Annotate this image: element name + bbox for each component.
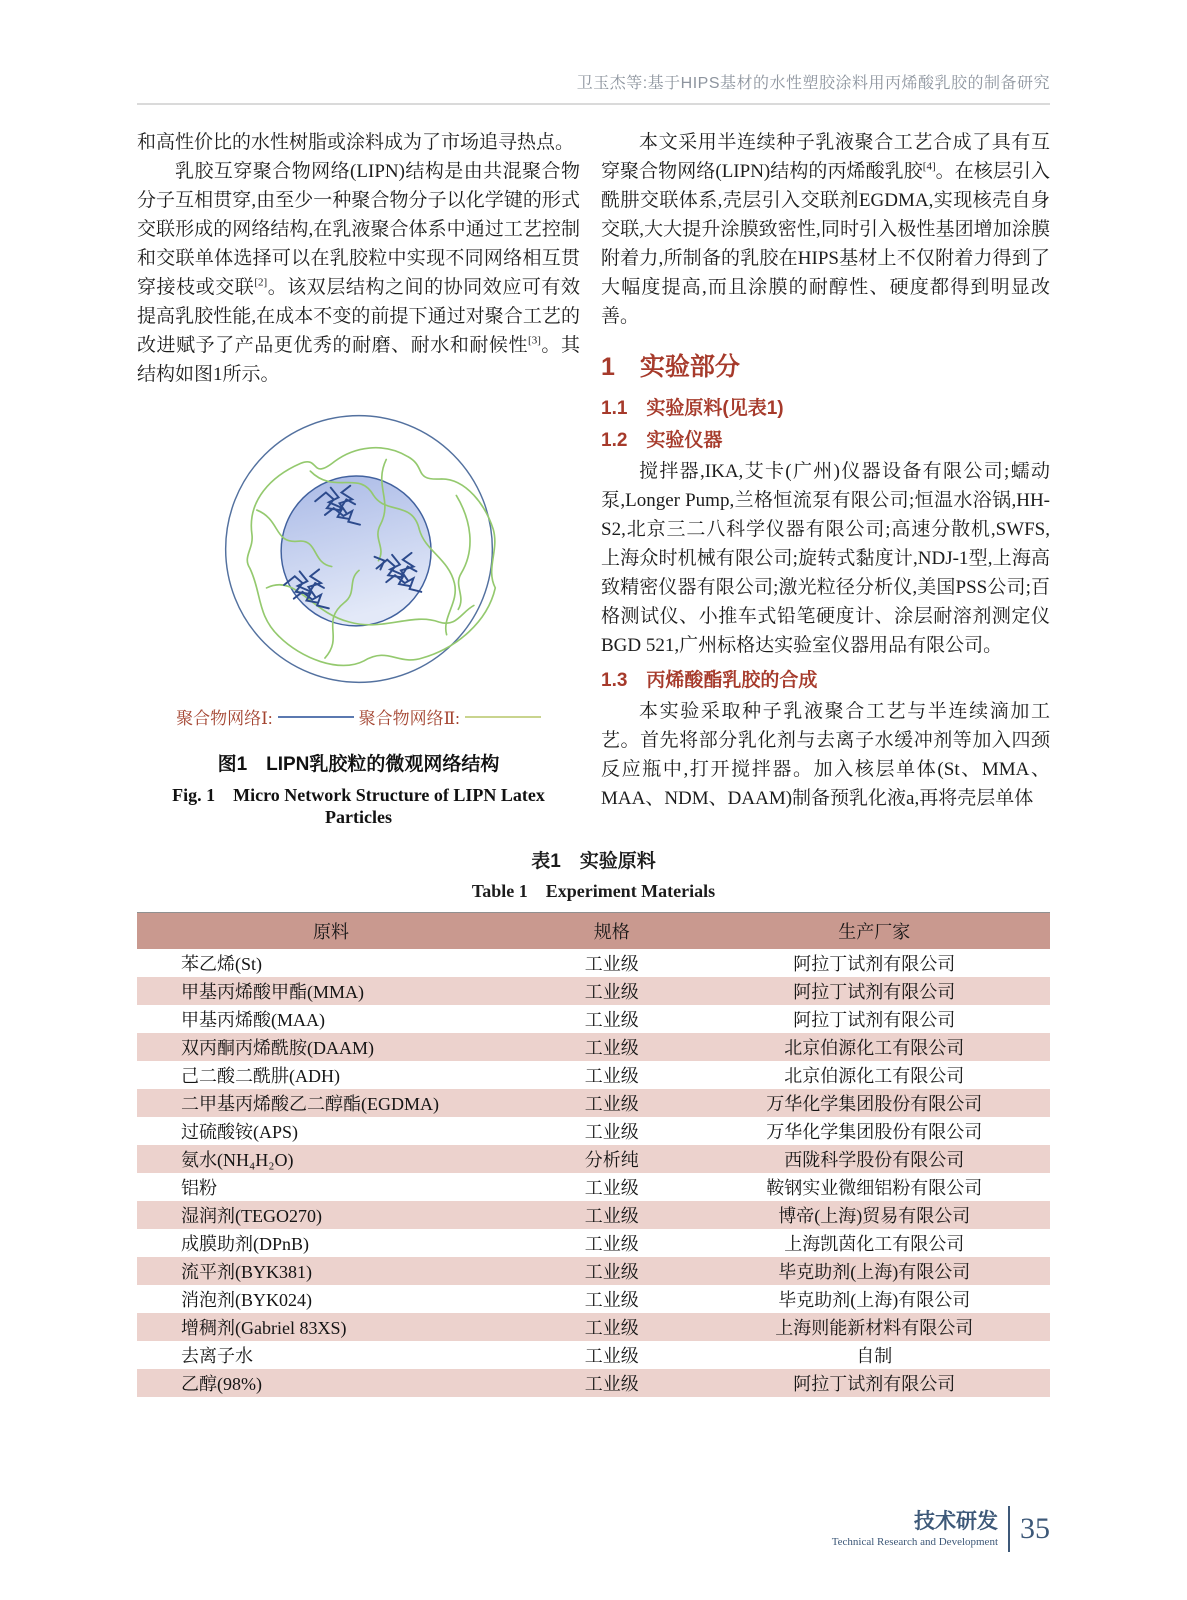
network1-line-swatch [278, 716, 354, 718]
materials-table-section [137, 846, 1050, 1397]
table-row [137, 1117, 1050, 1145]
table-row [137, 1145, 1050, 1173]
footer-section-cn: 技术研发 [914, 1509, 998, 1533]
figure-legend [137, 704, 580, 729]
table-cell: 工业级 [584, 1094, 639, 1114]
table-row [137, 977, 1050, 1005]
table-cell: 上海则能新材料有限公司 [775, 1318, 974, 1338]
table-cell: 工业级 [584, 1206, 639, 1226]
table-cell: 上海凯茵化工有限公司 [784, 1234, 965, 1254]
table-cell: 甲基丙烯酸甲酯(MMA) [181, 982, 364, 1002]
paragraph-instruments: 搅拌器,IKA,艾卡(广州)仪器设备有限公司;蠕动泵,Longer Pump,兰格恒流泵有限公司;恒温水浴锅,HH-S2,北京三二八科学仪器有限公司;高速分散机,SWFS,上海众时机械有限公司;旋转式黏度计,NDJ-1型,上海高致精密仪器有限公司;激光粒径分析仪,美国PSS公司;百格测试仪、小推车式铅笔硬度计、涂层耐溶剂测定仪BGD 521,广州标格达实验室仪器用品有限公司。 [601, 461, 1050, 656]
right-column [601, 128, 1050, 813]
section-heading-1-3: 1.3 丙烯酸酯乳胶的合成 [601, 670, 818, 691]
table-row [137, 1257, 1050, 1285]
table-cell: 消泡剂(BYK024) [181, 1290, 312, 1310]
lipn-particle-diagram [159, 403, 559, 695]
legend-label-network2: 聚合物网络Ⅱ: [358, 709, 460, 728]
table-cell: 工业级 [584, 954, 639, 974]
table-cell: 北京伯源化工有限公司 [784, 1066, 965, 1086]
table-cell: 湿润剂(TEGO270) [181, 1206, 322, 1226]
table-cell: 工业级 [584, 1290, 639, 1310]
table-header-row [137, 913, 1050, 950]
table-cell: 甲基丙烯酸(MAA) [181, 1010, 325, 1030]
table-cell: 己二酸二酰肼(ADH) [181, 1066, 340, 1086]
table-cell: 工业级 [584, 1262, 639, 1282]
table-cell: 阿拉丁试剂有限公司 [793, 1010, 956, 1030]
running-title: 卫玉杰等:基于HIPS基材的水性塑胶涂料用丙烯酸乳胶的制备研究 [576, 75, 1050, 92]
table-cell: 分析纯 [584, 1150, 639, 1170]
figure-caption-cn: 图1 LIPN乳胶粒的微观网络结构 [217, 754, 500, 775]
left-column [137, 128, 580, 828]
paragraph-lipn-structure: 乳胶互穿聚合物网络(LIPN)结构是由共混聚合物分子互相贯穿,由至少一种聚合物分子以化学键的形式交联形成的网络结构,在乳液聚合体系中通过工艺控制和交联单体选择可以在乳胶粒中实现不同网络相互贯穿接枝或交联[2]。该双层结构之间的协同效应可有效提高乳胶性能,在成本不变的前提下通过对聚合工艺的改进赋予了产品更优秀的耐磨、耐水和耐候性[3]。其结构如图1所示。 [137, 161, 580, 385]
table-cell: 工业级 [584, 1178, 639, 1198]
table-cell: 工业级 [584, 1318, 639, 1338]
table-cell: 工业级 [584, 1038, 639, 1058]
column-header-grade: 规格 [525, 913, 698, 950]
table-cell: 工业级 [584, 982, 639, 1002]
table-row [137, 1089, 1050, 1117]
table-cell: 鞍钢实业微细铝粉有限公司 [766, 1178, 983, 1198]
footer-section-labels [832, 1510, 998, 1548]
table-cell: 阿拉丁试剂有限公司 [793, 954, 956, 974]
table-row [137, 1229, 1050, 1257]
table-title-cn: 表1 实验原料 [531, 851, 656, 872]
table-cell: 阿拉丁试剂有限公司 [793, 982, 956, 1002]
table-cell: 双丙酮丙烯酰胺(DAAM) [181, 1038, 374, 1058]
table-cell: 工业级 [584, 1010, 639, 1030]
table-row [137, 1285, 1050, 1313]
table-cell: 万华化学集团股份有限公司 [766, 1122, 983, 1142]
table-cell: 增稠剂(Gabriel 83XS) [181, 1318, 347, 1338]
table-row [137, 1201, 1050, 1229]
section-heading-1-2: 1.2 实验仪器 [601, 430, 723, 451]
table-cell: 工业级 [584, 1374, 639, 1394]
figure-lipn [137, 403, 580, 828]
table-cell: 铝粉 [181, 1178, 217, 1198]
table-row [137, 1313, 1050, 1341]
table-cell: 毕克助剂(上海)有限公司 [778, 1262, 971, 1282]
table-row [137, 1341, 1050, 1369]
table-cell: 工业级 [584, 1066, 639, 1086]
figure-caption-en: Fig. 1 Micro Network Structure of LIPN Latex Particles [172, 785, 545, 827]
table-row [137, 949, 1050, 977]
table-cell: 流平剂(BYK381) [181, 1262, 312, 1282]
table-cell: 二甲基丙烯酸乙二醇酯(EGDMA) [181, 1094, 439, 1114]
page-number: 35 [1020, 1512, 1050, 1545]
table-row [137, 1033, 1050, 1061]
column-header-material: 原料 [137, 913, 525, 950]
page-footer [832, 1506, 1050, 1552]
table-row [137, 1369, 1050, 1397]
header-divider [137, 103, 1050, 105]
table-row [137, 1005, 1050, 1033]
table-row [137, 1173, 1050, 1201]
legend-label-network1: 聚合物网络Ⅰ: [176, 709, 273, 728]
table-title-en: Table 1 Experiment Materials [471, 881, 716, 901]
table-cell: 北京伯源化工有限公司 [784, 1038, 965, 1058]
footer-divider [1008, 1506, 1010, 1552]
paragraph-synthesis: 本实验采取种子乳液聚合工艺与半连续滴加工艺。首先将部分乳化剂与去离子水缓冲剂等加入四颈反应瓶中,打开搅拌器。加入核层单体(St、MMA、MAA、NDM、DAAM)制备预乳化液a,再将壳层单体 [601, 701, 1050, 809]
table-cell: 氨水(NH₄H₂O) [181, 1150, 294, 1170]
table-cell: 苯乙烯(St) [181, 954, 262, 974]
section-heading-1: 1 实验部分 [601, 353, 740, 381]
table-cell: 工业级 [584, 1234, 639, 1254]
table-cell: 自制 [856, 1346, 893, 1366]
materials-table [137, 912, 1050, 1397]
table-cell: 乙醇(98%) [181, 1374, 262, 1394]
table-cell: 成膜助剂(DPnB) [181, 1234, 310, 1254]
table-cell: 工业级 [584, 1122, 639, 1142]
core-circle [281, 476, 431, 626]
table-cell: 毕克助剂(上海)有限公司 [778, 1290, 971, 1310]
section-heading-1-1: 1.1 实验原料(见表1) [601, 398, 784, 419]
network2-line-swatch [465, 716, 541, 718]
table-cell: 博帝(上海)贸易有限公司 [778, 1206, 971, 1226]
table-cell: 去离子水 [181, 1346, 253, 1366]
table-cell: 工业级 [584, 1346, 639, 1366]
column-header-manufacturer: 生产厂家 [698, 913, 1050, 950]
table-cell: 西陇科学股份有限公司 [784, 1150, 965, 1170]
paragraph-intro-continuation: 和高性价比的水性树脂或涂料成为了市场追寻热点。 [137, 132, 575, 153]
figure-caption [137, 749, 580, 828]
table-cell: 阿拉丁试剂有限公司 [793, 1374, 956, 1394]
table-row [137, 1061, 1050, 1089]
table-cell: 万华化学集团股份有限公司 [766, 1094, 983, 1114]
table-cell: 过硫酸铵(APS) [181, 1122, 299, 1142]
paragraph-abstract-approach: 本文采用半连续种子乳液聚合工艺合成了具有互穿聚合物网络(LIPN)结构的丙烯酸乳胶[4]。在核层引入酰肼交联体系,壳层引入交联剂EGDMA,实现核壳自身交联,大大提升涂膜致密性,同时引入极性基团增加涂膜附着力,所制备的乳胶在HIPS基材上不仅附着力得到了大幅度提高,而且涂膜的耐醇性、硬度都得到明显改善。 [601, 132, 1050, 327]
footer-section-en: Technical Research and Development [831, 1536, 998, 1549]
